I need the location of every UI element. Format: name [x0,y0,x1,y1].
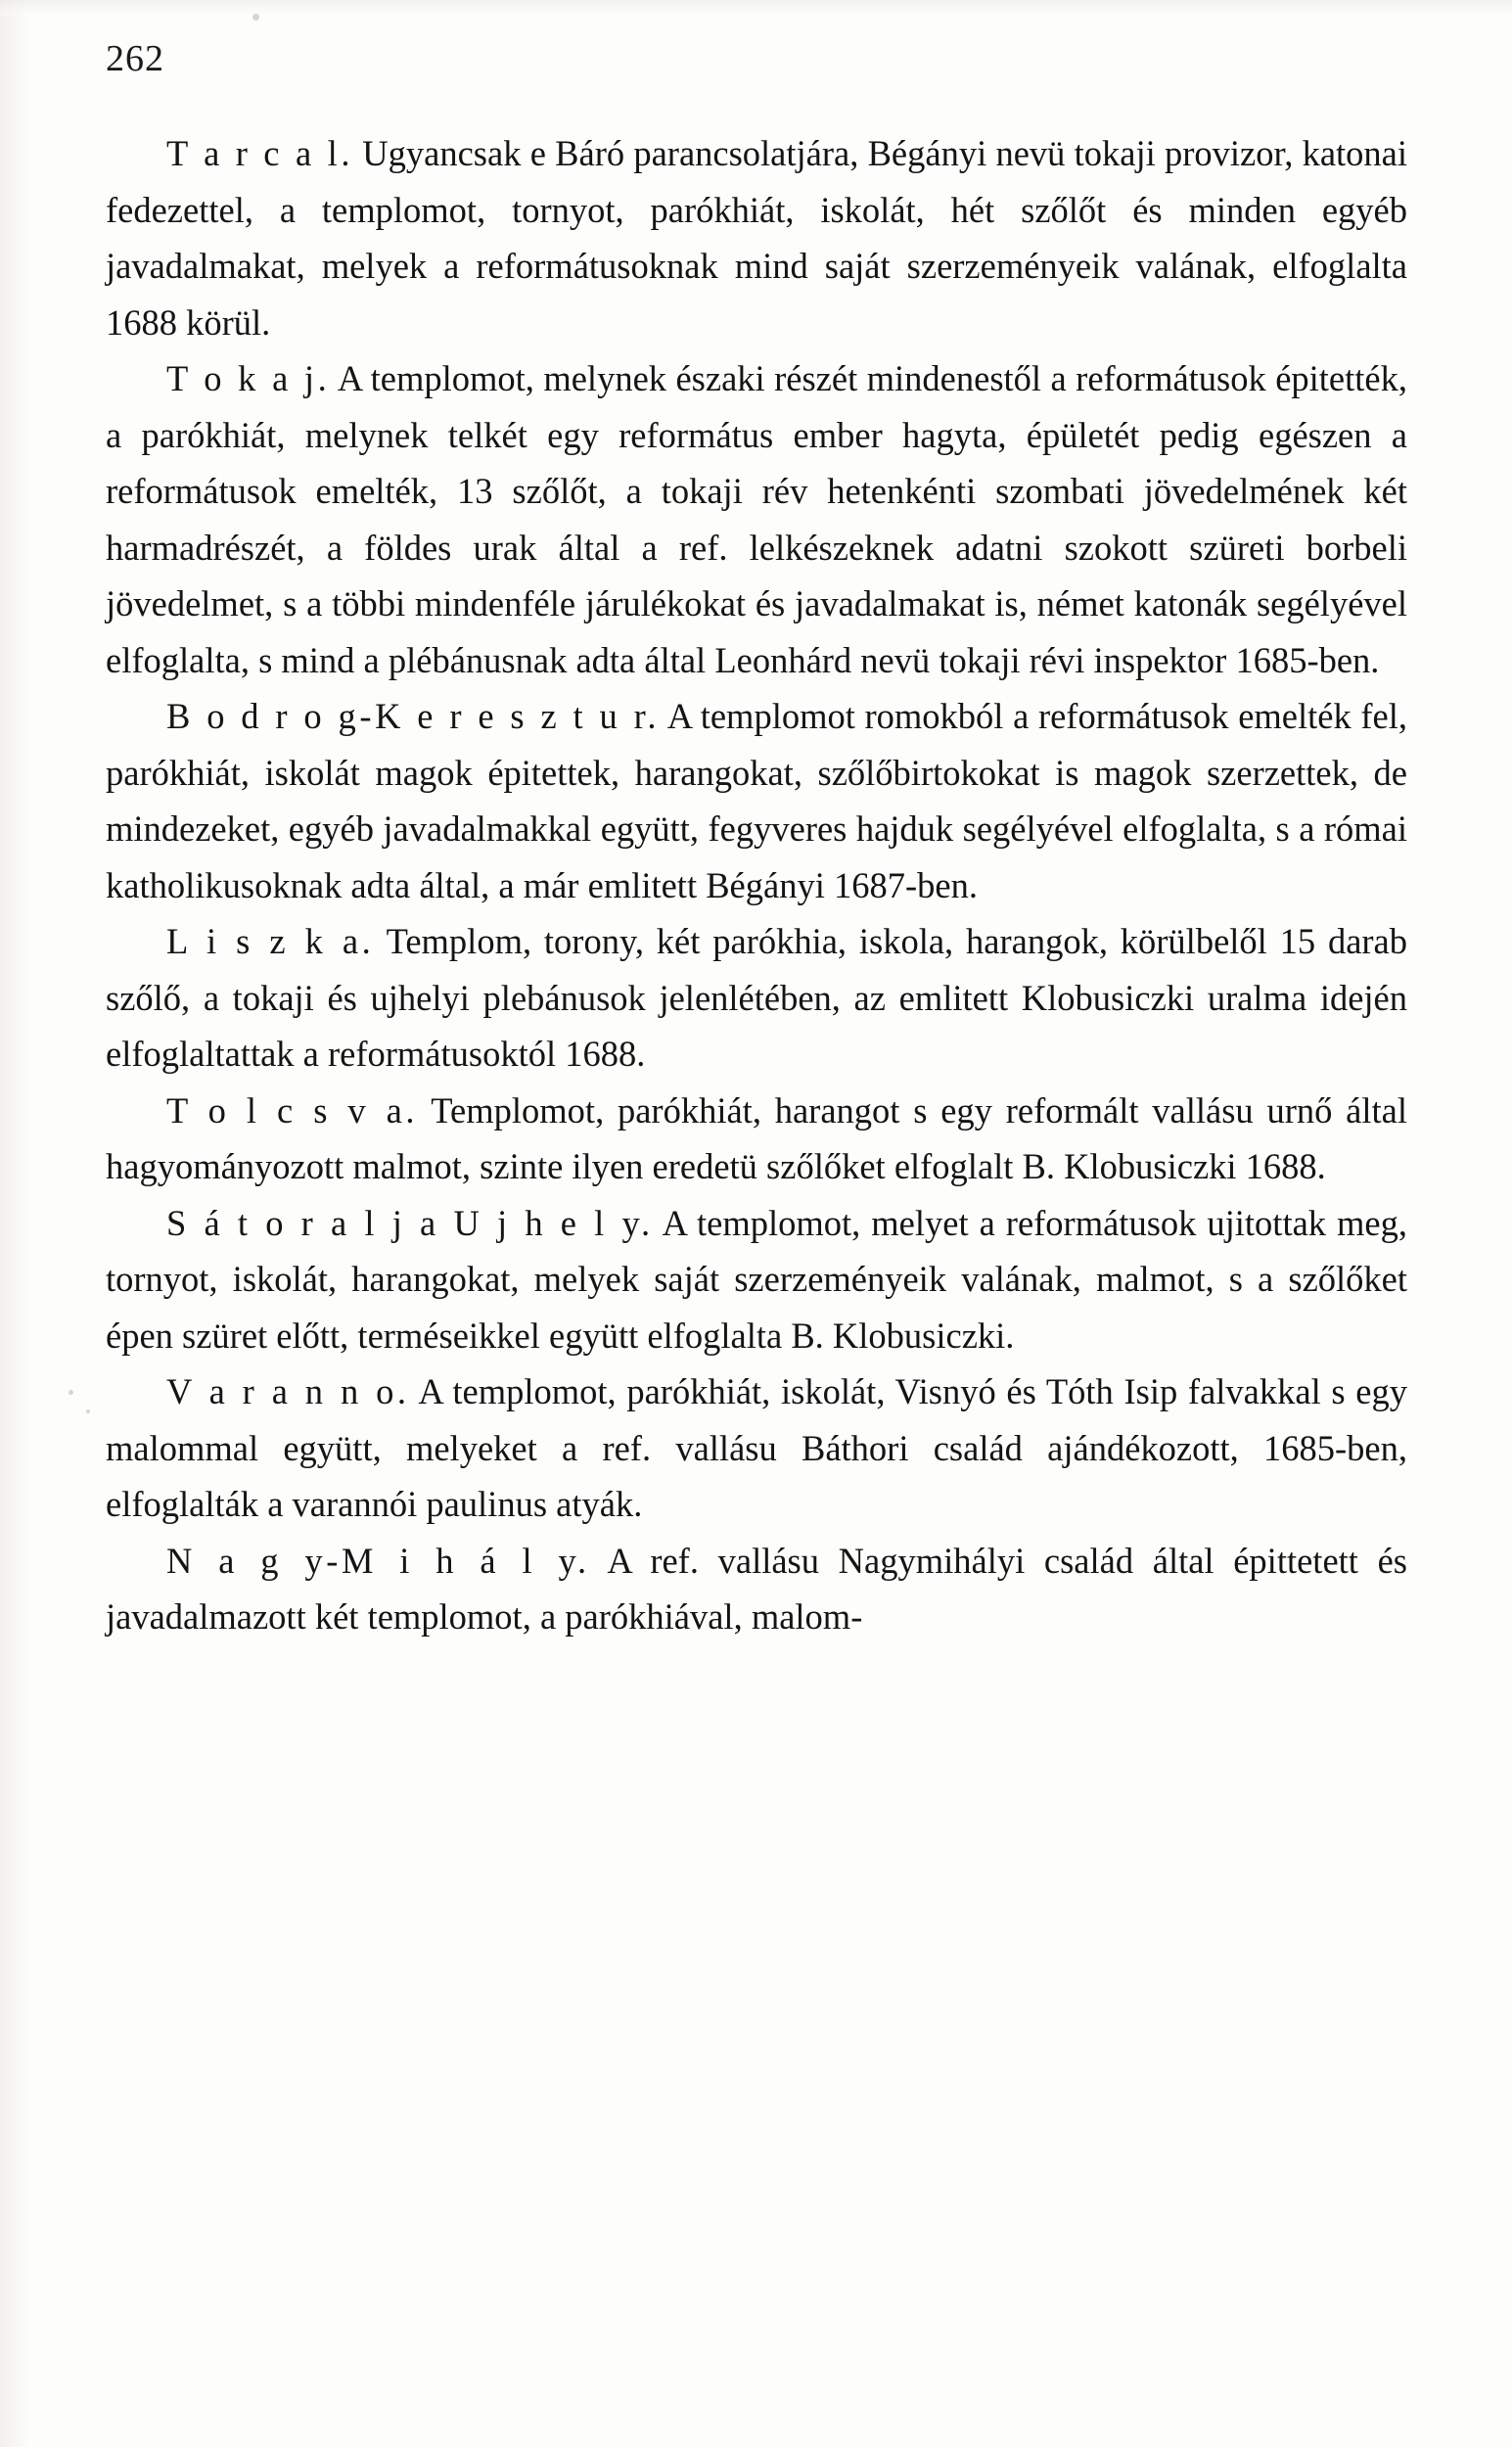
page-number: 262 [106,38,164,79]
paragraph-text-tolcsva: Templomot, parókhiát, harangot s egy reformált vallásu urnő által hagyományozott malmot, szinte ilyen eredetü szőlőket elfoglalt B. Klobusiczki 1688. [106,1089,1407,1186]
paragraph-heading-tarcal: T a r c a l. [166,133,354,173]
scan-speck [69,1390,73,1395]
paragraph-nagy-mihaly [106,1533,1407,1645]
paragraph-heading-bodrog-keresztur: B o d r o g-K e r e s z t u r. [166,696,661,736]
paragraph-text-tarcal: Ugyancsak e Báró parancsolatjára, Bégányi nevü tokaji provizor, katonai fedezettel, a templomot, tornyot, parókhiát, iskolát, hét szőlőt és minden egyéb javadalmakat, melyek a reformátusoknak mind saját szerzeményeik valának, elfoglalta 1688 körül. [106,133,1407,343]
page-body-text [106,125,1407,1645]
scan-speck [86,1409,90,1413]
paragraph-text-tokaj: A templomot, melynek északi részét mindenestől a reformátusok épitették, a parókhiát, melynek telkét egy református ember hagyta, épületét pedig egészen a reformátusok emelték, 13 szőlőt, a tokaji rév hetenkénti szombati jövedelmének két harmadrészét, a földes urak által a ref. lelkészeknek adatni szokott szüreti borbeli jövedelmet, s a többi mindenféle járulékokat és javadalmakat is, német katonák segélyével elfoglalta, s mind a plébánusnak adta által Leonhárd nevü tokaji révi inspektor 1685-ben. [106,358,1407,680]
paragraph-bodrog-keresztur [106,688,1407,913]
paragraph-text-bodrog-keresztur: A templomot romokból a reformátusok emelték fel, parókhiát, iskolát magok épitettek, harangokat, szőlőbirtokokat is magok szerzettek, de mindezeket, egyéb javadalmakkal együtt, fegyveres hajduk segélyével elfoglalta, s a római katholikusoknak adta által, a már emlitett Bégányi 1687-ben. [106,696,1407,905]
page-edge-shading-left [0,0,29,2447]
paragraph-heading-tolcsva: T o l c s v a. [166,1089,419,1131]
paragraph-heading-satoralja-ujhely: S á t o r a l j a U j h e l y. [166,1202,654,1243]
paragraph-heading-varanno: V a r a n n o. [166,1371,410,1411]
paragraph-tarcal [106,125,1407,350]
paragraph-satoralja-ujhely [106,1195,1407,1364]
paragraph-text-satoralja-ujhely: A templomot, melyet a reformátusok ujitottak meg, tornyot, iskolát, harangokat, melyek saját szerzeményeik valának, malmot, s a szőlőket épen szüret előtt, terméseikkel együtt elfoglalta B. Klobusiczki. [106,1202,1407,1356]
paragraph-text-liszka: Templom, torony, két parókhia, iskola, harangok, körülbelől 15 darab szőlő, a tokaji és ujhelyi plebánusok jelenlétében, az emlitett Klobusiczki uralma idején elfoglaltattak a reformátusoktól 1688. [106,921,1408,1074]
paragraph-tolcsva [106,1083,1407,1195]
paragraph-heading-tokaj: T o k a j. [166,358,331,398]
paragraph-liszka [106,913,1407,1083]
paragraph-heading-liszka: L i s z k a. [166,921,375,961]
paragraph-varanno [106,1363,1407,1533]
paragraph-text-nagy-mihaly: A ref. vallásu Nagymihályi család által épittetett és javadalmazott két templomot, a parókhiával, malom- [106,1540,1407,1637]
scan-speck [252,14,259,21]
paragraph-text-varanno: A templomot, parókhiát, iskolát, Visnyó és Tóth Isip falvakkal s egy malommal együtt, melyeket a ref. vallásu Báthori család ajándékozott, 1685-ben, elfoglalták a varannói paulinus atyák. [106,1371,1407,1524]
page-edge-shading-top [0,0,1512,16]
paragraph-heading-nagy-mihaly: N a g y-M i h á l y. [166,1540,590,1581]
paragraph-tokaj [106,350,1407,688]
